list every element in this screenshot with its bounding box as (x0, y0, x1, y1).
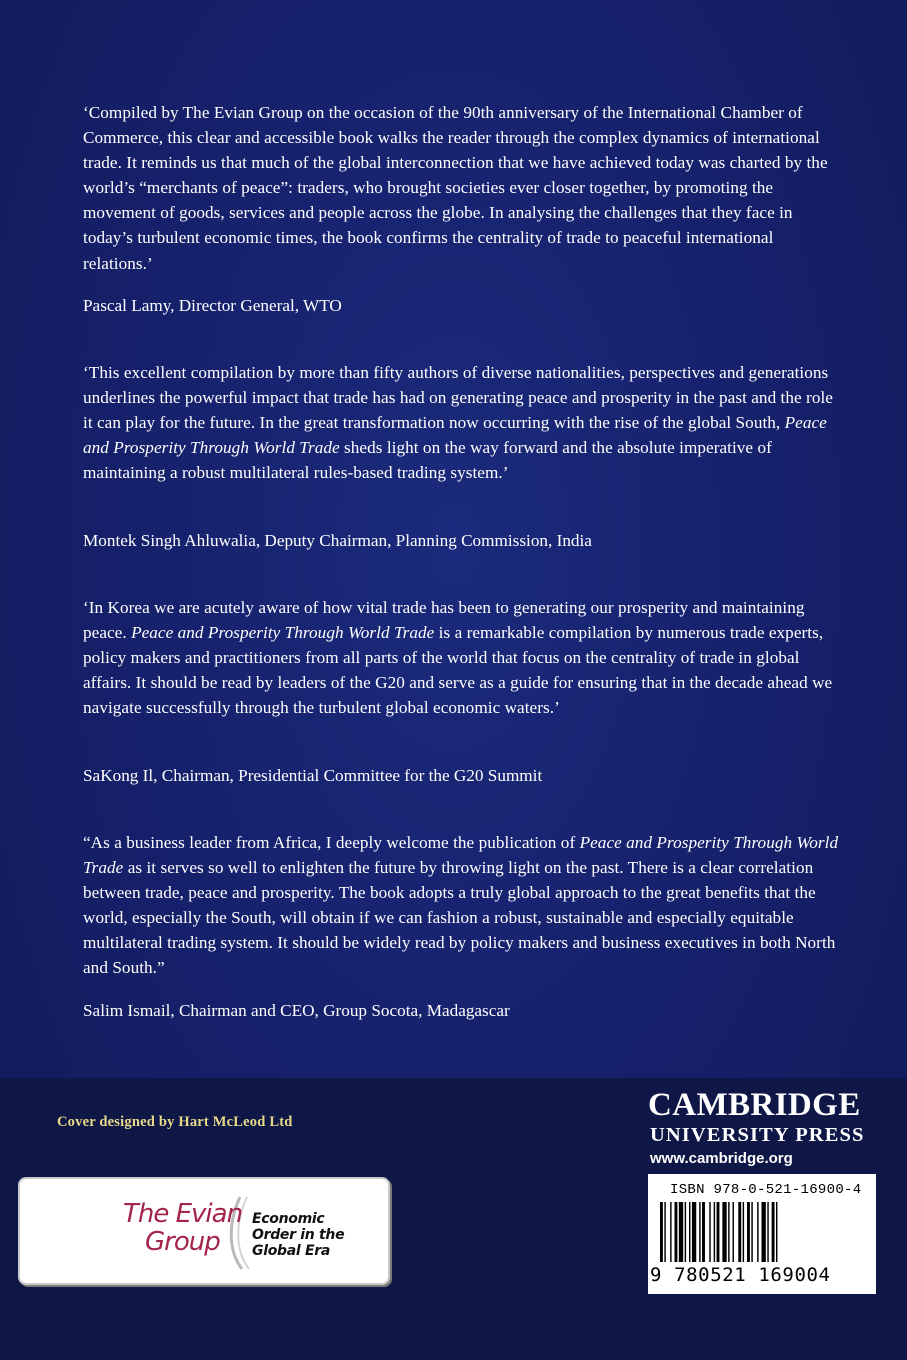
isbn-label: ISBN 978-0-521-16900-4 (670, 1182, 862, 1198)
cover-credit: Cover designed by Hart McLeod Ltd (57, 1114, 293, 1130)
barcode-icon (658, 1202, 868, 1270)
book-title: Peace and Prosperity Through World Trade (83, 413, 827, 458)
blurb-quote: ‘Compiled by The Evian Group on the occasion of the 90th anniversary of the International Chamber of Commerce, this clear and accessible book walks the reader through the complex dynamics of international trade. It reminds us that much of the global interconnection that we have achieved today was charted by the world’s “merchants of peace”: traders, who brought societies ever closer together, by promoting the movement of goods, services and people across the globe. In analysing the challenges that they face in today’s turbulent economic times, the book confirms the centrality of trade to peaceful international relations.’ (83, 103, 828, 273)
blurb-ahluwalia (83, 360, 843, 485)
blurb-quote: ‘In Korea we are acutely aware of how vital trade has been to generating our prosperity and maintaining peace. Peace and Prosperity Through World Trade is a remarkable compilation by numerous trade experts, policy makers and practitioners from all parts of the world that focus on the centrality of trade in global affairs. It should be read by leaders of the G20 and serve as a guide for ensuring that in the decade ahead we navigate successfully through the turbulent global economic waters.’ (83, 598, 833, 718)
publisher-subname: UNIVERSITY PRESS (650, 1124, 865, 1146)
blurb-lamy (83, 100, 843, 276)
barcode-box (648, 1174, 876, 1294)
book-title: Peace and Prosperity Through World Trade (83, 833, 839, 878)
evian-tagline: Economic Order in the Global Era (252, 1211, 345, 1259)
blurb-attribution: Montek Singh Ahluwalia, Deputy Chairman, Planning Commission, India (83, 531, 592, 550)
blurb-attribution: SaKong Il, Chairman, Presidential Committee for the G20 Summit (83, 766, 543, 785)
evian-name-line-1: The Evian (123, 1199, 243, 1229)
book-title: Peace and Prosperity Through World Trade (131, 623, 435, 643)
blurb-ismail (83, 830, 843, 981)
evian-name-line-2: Group (145, 1227, 220, 1257)
publisher-name: CAMBRIDGE (648, 1087, 861, 1123)
blurb-attribution: Salim Ismail, Chairman and CEO, Group Socota, Madagascar (83, 1001, 510, 1020)
blurb-quote: ‘This excellent compilation by more than fifty authors of diverse nationalities, perspectives and generations underlines the powerful impact that trade has had on generating peace and prosperity in the past and the role it can play for the future. In the great transformation now occurring with the rise of the global South, Peace and Prosperity Through World Trade sheds light on the way forward and the absolute imperative of maintaining a robust multilateral rules-based trading system.’ (83, 363, 833, 483)
publisher-url: www.cambridge.org (650, 1150, 793, 1167)
evian-group-logo-box (18, 1177, 390, 1285)
blurb-quote: “As a business leader from Africa, I deeply welcome the publication of Peace and Prosperity Through World Trade as it serves so well to enlighten the future by throwing light on the past. There is a clear correlation between trade, peace and prosperity. The book adopts a truly global approach to the great benefits that the world, especially the South, will obtain if we can fashion a robust, sustainable and especially equitable multilateral trading system. It should be widely read by policy makers and business executives in both North and South.” (83, 833, 839, 978)
blurb-sakong (83, 595, 843, 720)
blurb-attribution: Pascal Lamy, Director General, WTO (83, 296, 342, 315)
barcode-digits: 9 780521 169004 (650, 1264, 831, 1286)
